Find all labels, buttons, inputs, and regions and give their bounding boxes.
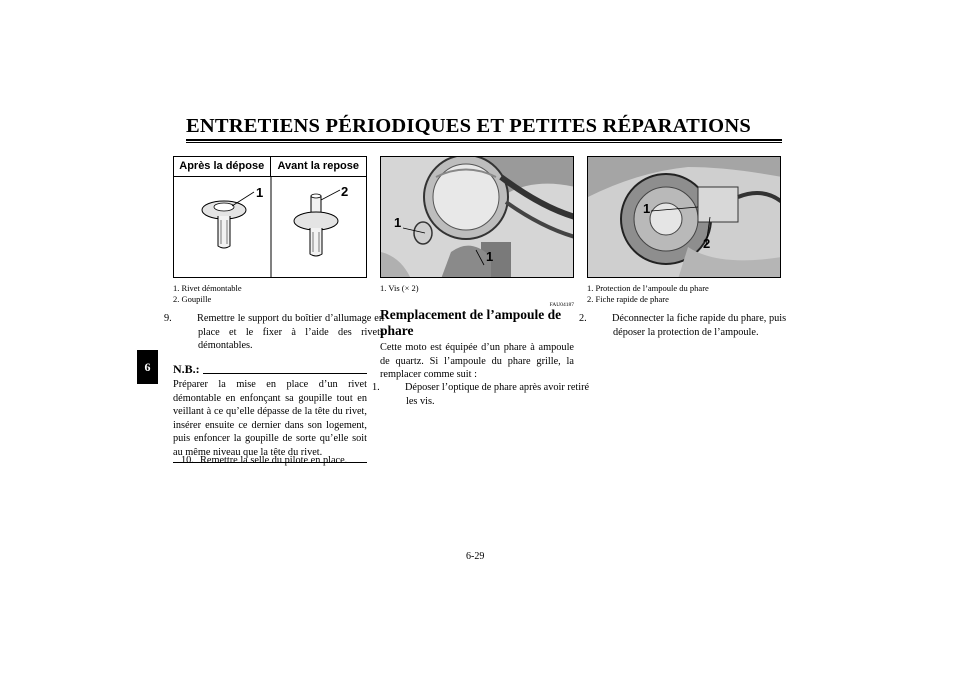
chapter-tab: 6 [137, 350, 158, 384]
header-rule [186, 139, 782, 141]
rivet-drawing [174, 176, 367, 278]
headlight-photo [380, 156, 574, 278]
rivet-figure [173, 156, 367, 278]
step-number: 1. [372, 382, 380, 393]
caption-line: 2. Goupille [173, 294, 212, 304]
header-before-install: Avant la repose [277, 160, 359, 172]
nb-note [173, 362, 367, 463]
step-10 [181, 454, 367, 468]
nb-rule [203, 373, 367, 374]
callout-screw-1: 1 [394, 215, 402, 230]
header-rule-thin [186, 142, 782, 143]
step-text: Remettre la selle du pilote en place. [200, 455, 348, 466]
intro-text: Cette moto est équipée d’un phare à ampoule de quartz. Si l’ampoule du phare grille, la remplacer comme suit : [380, 342, 574, 381]
step-2 [579, 312, 798, 339]
step-number: 9. [164, 313, 172, 324]
caption-line: 2. Fiche rapide de phare [587, 294, 669, 304]
doc-code: FAU04187 [549, 302, 574, 308]
callout-bulb-cover: 1 [643, 201, 651, 216]
bulb-drawing [588, 157, 781, 278]
page-number: 6-29 [466, 551, 485, 562]
step-number: 2. [579, 313, 587, 324]
step-9 [164, 312, 384, 353]
callout-connector: 2 [703, 236, 711, 251]
figure-caption [173, 283, 367, 305]
caption-line: 1. Protection de l’ampoule du phare [587, 283, 709, 293]
caption-line: 1. Vis (× 2) [380, 283, 419, 293]
headlight-drawing [381, 157, 574, 278]
step-text: Remettre le support du boîtier d’allumage en place et le fixer à l’aide des rivets démontables. [197, 313, 384, 352]
callout-screw-2: 1 [486, 249, 494, 264]
step-text: Déconnecter la fiche rapide du phare, puis déposer la protection de l’ampoule. [612, 313, 787, 338]
step-number: 10. [181, 455, 194, 466]
nb-text: Préparer la mise en place d’un rivet démontable en enfonçant sa goupille tout en veillant à ce qu’elle dépasse de la tête du rivet, insérer ensuite ce dernier dans son logement, puis enfoncer la goupille de sorte qu’elle soit au même niveau que la tête du rivet. [173, 379, 367, 458]
page-title: ENTRETIENS PÉRIODIQUES ET PETITES RÉPARATIONS [186, 115, 751, 137]
rivet-figure-header [174, 157, 366, 177]
caption-line: 1. Rivet démontable [173, 283, 242, 293]
callout-1: 1 [256, 185, 264, 200]
callout-2: 2 [341, 184, 349, 199]
section-title: Remplacement de l’ampoule de phare [380, 307, 562, 338]
figure-caption [380, 283, 574, 294]
figure-caption [587, 283, 781, 305]
header-after-removal: Après la dépose [174, 157, 271, 176]
step-1 [372, 381, 591, 408]
nb-title: N.B.: [173, 362, 200, 376]
step-text: Déposer l’optique de phare après avoir retiré les vis. [405, 382, 590, 407]
bulb-photo [587, 156, 781, 278]
